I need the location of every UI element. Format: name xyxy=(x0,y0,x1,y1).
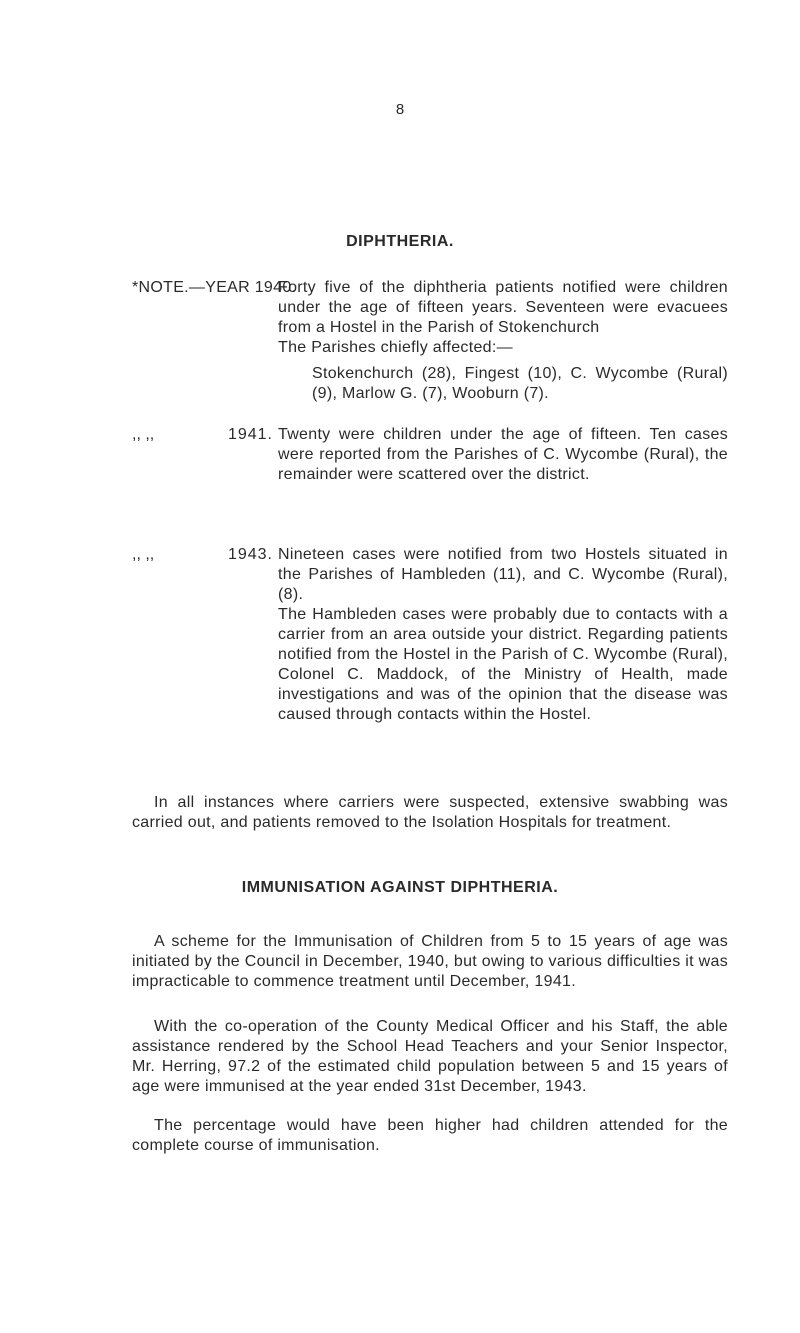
entry-body xyxy=(278,278,728,404)
entry-year: 1941. xyxy=(227,426,273,443)
entry-year: 1943. xyxy=(227,546,273,563)
entry-body xyxy=(278,425,728,485)
cooperation-paragraph: With the co-operation of the County Medical Officer and his Staff, the able assistance rendered by the School Head Teachers and your Senior Inspector, Mr. Herring, 97.2 of the estimated child population between 5 and 15 years of age were immunised at the year ended 31st December, 1943. xyxy=(132,1018,728,1095)
immunisation-heading: IMMUNISATION AGAINST DIPHTHERIA. xyxy=(241,879,559,896)
entry-paragraph: The Hambleden cases were probably due to contacts with a carrier from an area outside your district. Regarding patients notified from the Hostel in the Parish of C. Wycombe (Rural), Colonel C. Maddock, of the Ministry of Health, made investigations and was of the opinion that the disease was caused through contacts within the Hostel. xyxy=(278,606,728,723)
entry-paragraph: The Parishes chiefly affected:— xyxy=(278,339,513,356)
entry-body xyxy=(278,545,728,725)
carriers-paragraph: In all instances where carriers were suspected, extensive swabbing was carried out, and patients removed to the Isolation Hospitals for treatment. xyxy=(132,794,728,831)
entry-label xyxy=(132,425,273,445)
diphtheria-heading: DIPHTHERIA. xyxy=(346,233,454,250)
entry-label xyxy=(132,545,273,565)
ditto-marks: ,, ,, xyxy=(132,426,155,443)
page-number: 8 xyxy=(395,101,405,118)
ditto-marks: ,, ,, xyxy=(132,546,155,563)
parish-list: Stokenchurch (28), Fingest (10), C. Wycombe (Rural) (9), Marlow G. (7), Wooburn (7). xyxy=(312,365,728,402)
entry-label xyxy=(132,278,297,298)
note-marker: *NOTE. xyxy=(132,279,189,296)
entry-paragraph: Nineteen cases were notified from two Hostels situated in the Parishes of Hambleden (11), and C. Wycombe (Rural), (8). xyxy=(278,546,728,603)
entry-paragraph: Twenty were children under the age of fifteen. Ten cases were reported from the Parishes of C. Wycombe (Rural), the remainder were scattered over the district. xyxy=(278,426,728,483)
entry-year: —YEAR 1940. xyxy=(188,279,297,296)
scheme-paragraph: A scheme for the Immunisation of Children from 5 to 15 years of age was initiated by the Council in December, 1940, but owing to various difficulties it was impracticable to commence treatment until December, 1941. xyxy=(132,933,728,990)
entry-paragraph: Forty five of the diphtheria patients notified were children under the age of fifteen years. Seventeen were evacuees from a Hostel in the Parish of Stokenchurch xyxy=(278,279,728,336)
percentage-paragraph: The percentage would have been higher had children attended for the complete course of immunisation. xyxy=(132,1117,728,1154)
